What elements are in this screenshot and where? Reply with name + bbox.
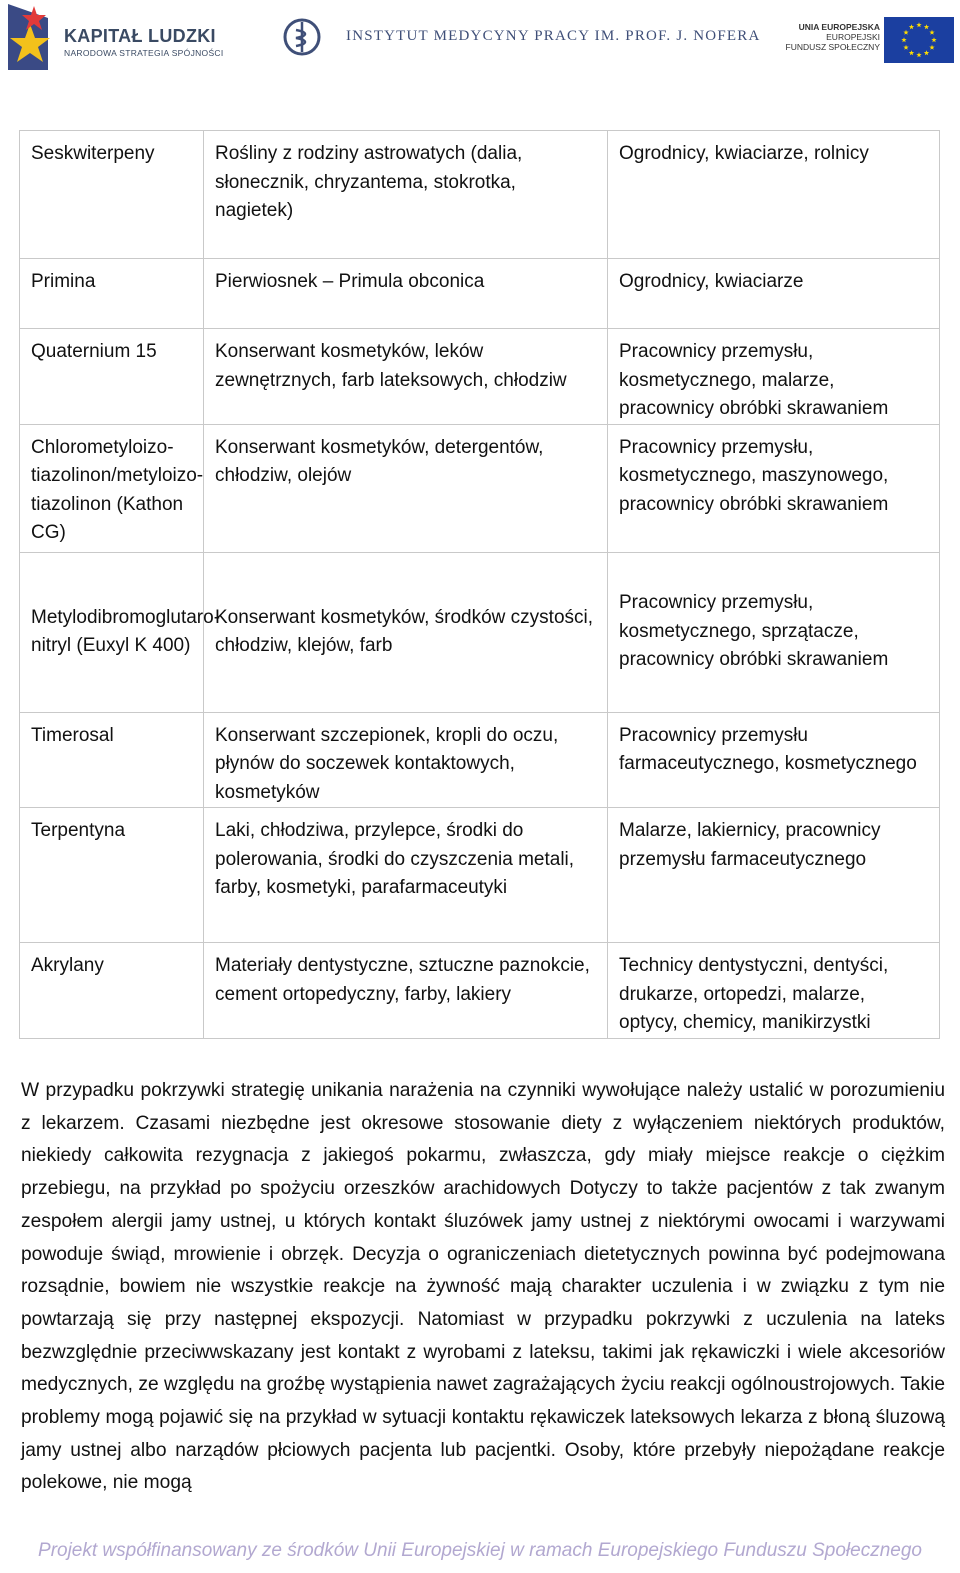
substance-cell: Timerosal <box>20 712 204 808</box>
institute-logo <box>282 16 761 60</box>
occupations-cell: Malarze, lakiernicy, pracownicy przemysłu farmaceutycznego <box>608 808 940 943</box>
occupations-cell: Ogrodnicy, kwiaciarze, rolnicy <box>608 131 940 259</box>
table-row <box>20 329 940 425</box>
eu-caption-line2: EUROPEJSKI <box>826 32 880 42</box>
body-paragraph: W przypadku pokrzywki strategię unikania narażenia na czynniki wywołujące należy ustalić w porozumieniu z lekarzem. Czasami niezbędne jest okresowe stosowanie diety z wyłączeniem niektórych produktów, niekiedy całkowita rezygnacja z jakiegoś pokarmu, zwłaszcza, gdy miały miejsce reakcje o ciężkim przebiegu, na przykład po spożyciu orzeszków arachidowych Dotyczy to także pacjentów z tak zwanym zespołem alergii jamy ustnej, u których kontakt śluzówek jamy ustnej z niektórymi owocami i warzywami powoduje świąd, mrowienie i obrzęk. Decyzja o ograniczeniach dietetycznych powinna być podejmowana rozsądnie, bowiem nie wszystkie reakcje na żywność mają charakter uczulenia i w związku z tym nie powtarzają się przy następnej ekspozycji. Natomiast w przypadku pokrzywki z uczulenia na lateks bezwzględnie przeciwwskazany jest kontakt z wyrobami z lateksu, takimi jak rękawiczki i wiele akcesoriów medycznych, ze względu na groźbę wystąpienia nawet zagrażających życiu reakcji ogólnoustrojowych. Takie problemy mogą pojawić się na przykład w sytuacji kontaktu rękawiczek lateksowych lekarza z błoną śluzową jamy ustnej albo narządów płciowych pacjenta lub pacjentki. Osoby, które przebyły niepożądane reakcje polekowe, nie mogą <box>21 1080 945 1494</box>
occupations-cell: Pracownicy przemysłu, kosmetycznego, malarze, pracownicy obróbki skrawaniem <box>608 329 940 425</box>
occupations-cell: Pracownicy przemysłu farmaceutycznego, kosmetycznego <box>608 712 940 808</box>
substance-cell: Quaternium 15 <box>20 329 204 425</box>
substance-cell: Metylodibromoglutaro-nitryl (Euxyl K 400) <box>20 552 204 712</box>
institute-emblem-icon <box>282 16 322 58</box>
substance-cell: Terpentyna <box>20 808 204 943</box>
table-row <box>20 943 940 1039</box>
institute-name: INSTYTUT MEDYCYNY PRACY IM. PROF. J. NOFERA <box>346 28 761 44</box>
substance-cell: Primina <box>20 259 204 329</box>
substance-cell: Akrylany <box>20 943 204 1039</box>
substance-cell: Chlorometyloizo-tiazolinon/metyloizo-tiazolinon (Kathon CG) <box>20 424 204 552</box>
kapital-ludzki-logo <box>8 4 228 70</box>
table-row <box>20 424 940 552</box>
kapital-ludzki-star-icon <box>8 4 58 70</box>
table-row <box>20 712 940 808</box>
sources-cell: Konserwant kosmetyków, detergentów, chłodziw, olejów <box>204 424 608 552</box>
eu-caption-line3: FUNDUSZ SPOŁECZNY <box>785 42 880 52</box>
substance-cell: Seskwiterpeny <box>20 131 204 259</box>
kapital-ludzki-title: KAPITAŁ LUDZKI <box>64 26 216 46</box>
occupations-cell: Ogrodnicy, kwiaciarze <box>608 259 940 329</box>
allergen-table <box>19 130 940 1039</box>
occupations-cell: Pracownicy przemysłu, kosmetycznego, maszynowego, pracownicy obróbki skrawaniem <box>608 424 940 552</box>
table-row <box>20 808 940 943</box>
occupations-cell: Pracownicy przemysłu, kosmetycznego, sprzątacze, pracownicy obróbki skrawaniem <box>608 552 940 712</box>
eu-caption-line1: UNIA EUROPEJSKA <box>798 22 880 32</box>
sources-cell: Rośliny z rodziny astrowatych (dalia, słonecznik, chryzantema, stokrotka, nagietek) <box>204 131 608 259</box>
kapital-ludzki-subtitle: NARODOWA STRATEGIA SPÓJNOŚCI <box>64 48 224 58</box>
sources-cell: Konserwant kosmetyków, środków czystości, chłodziw, klejów, farb <box>204 552 608 712</box>
sources-cell: Pierwiosnek – Primula obconica <box>204 259 608 329</box>
sources-cell: Materiały dentystyczne, sztuczne paznokcie, cement ortopedyczny, farby, lakiery <box>204 943 608 1039</box>
page-header <box>0 0 960 80</box>
table-row <box>20 552 940 712</box>
eu-logo <box>780 14 956 66</box>
sources-cell: Konserwant szczepionek, kropli do oczu, płynów do soczewek kontaktowych, kosmetyków <box>204 712 608 808</box>
sources-cell: Konserwant kosmetyków, leków zewnętrznych, farb lateksowych, chłodziw <box>204 329 608 425</box>
eu-caption <box>784 22 880 52</box>
sources-cell: Laki, chłodziwa, przylepce, środki do polerowania, środki do czyszczenia metali, farby, kosmetyki, parafarmaceutyki <box>204 808 608 943</box>
occupations-cell: Technicy dentystyczni, dentyści, drukarze, ortopedzi, malarze, optycy, chemicy, manikirzystki <box>608 943 940 1039</box>
table-row <box>20 131 940 259</box>
table-row <box>20 259 940 329</box>
eu-flag-icon <box>884 17 954 63</box>
footer-note: Projekt współfinansowany ze środków Unii Europejskiej w ramach Europejskiego Funduszu Społecznego <box>38 1540 922 1561</box>
